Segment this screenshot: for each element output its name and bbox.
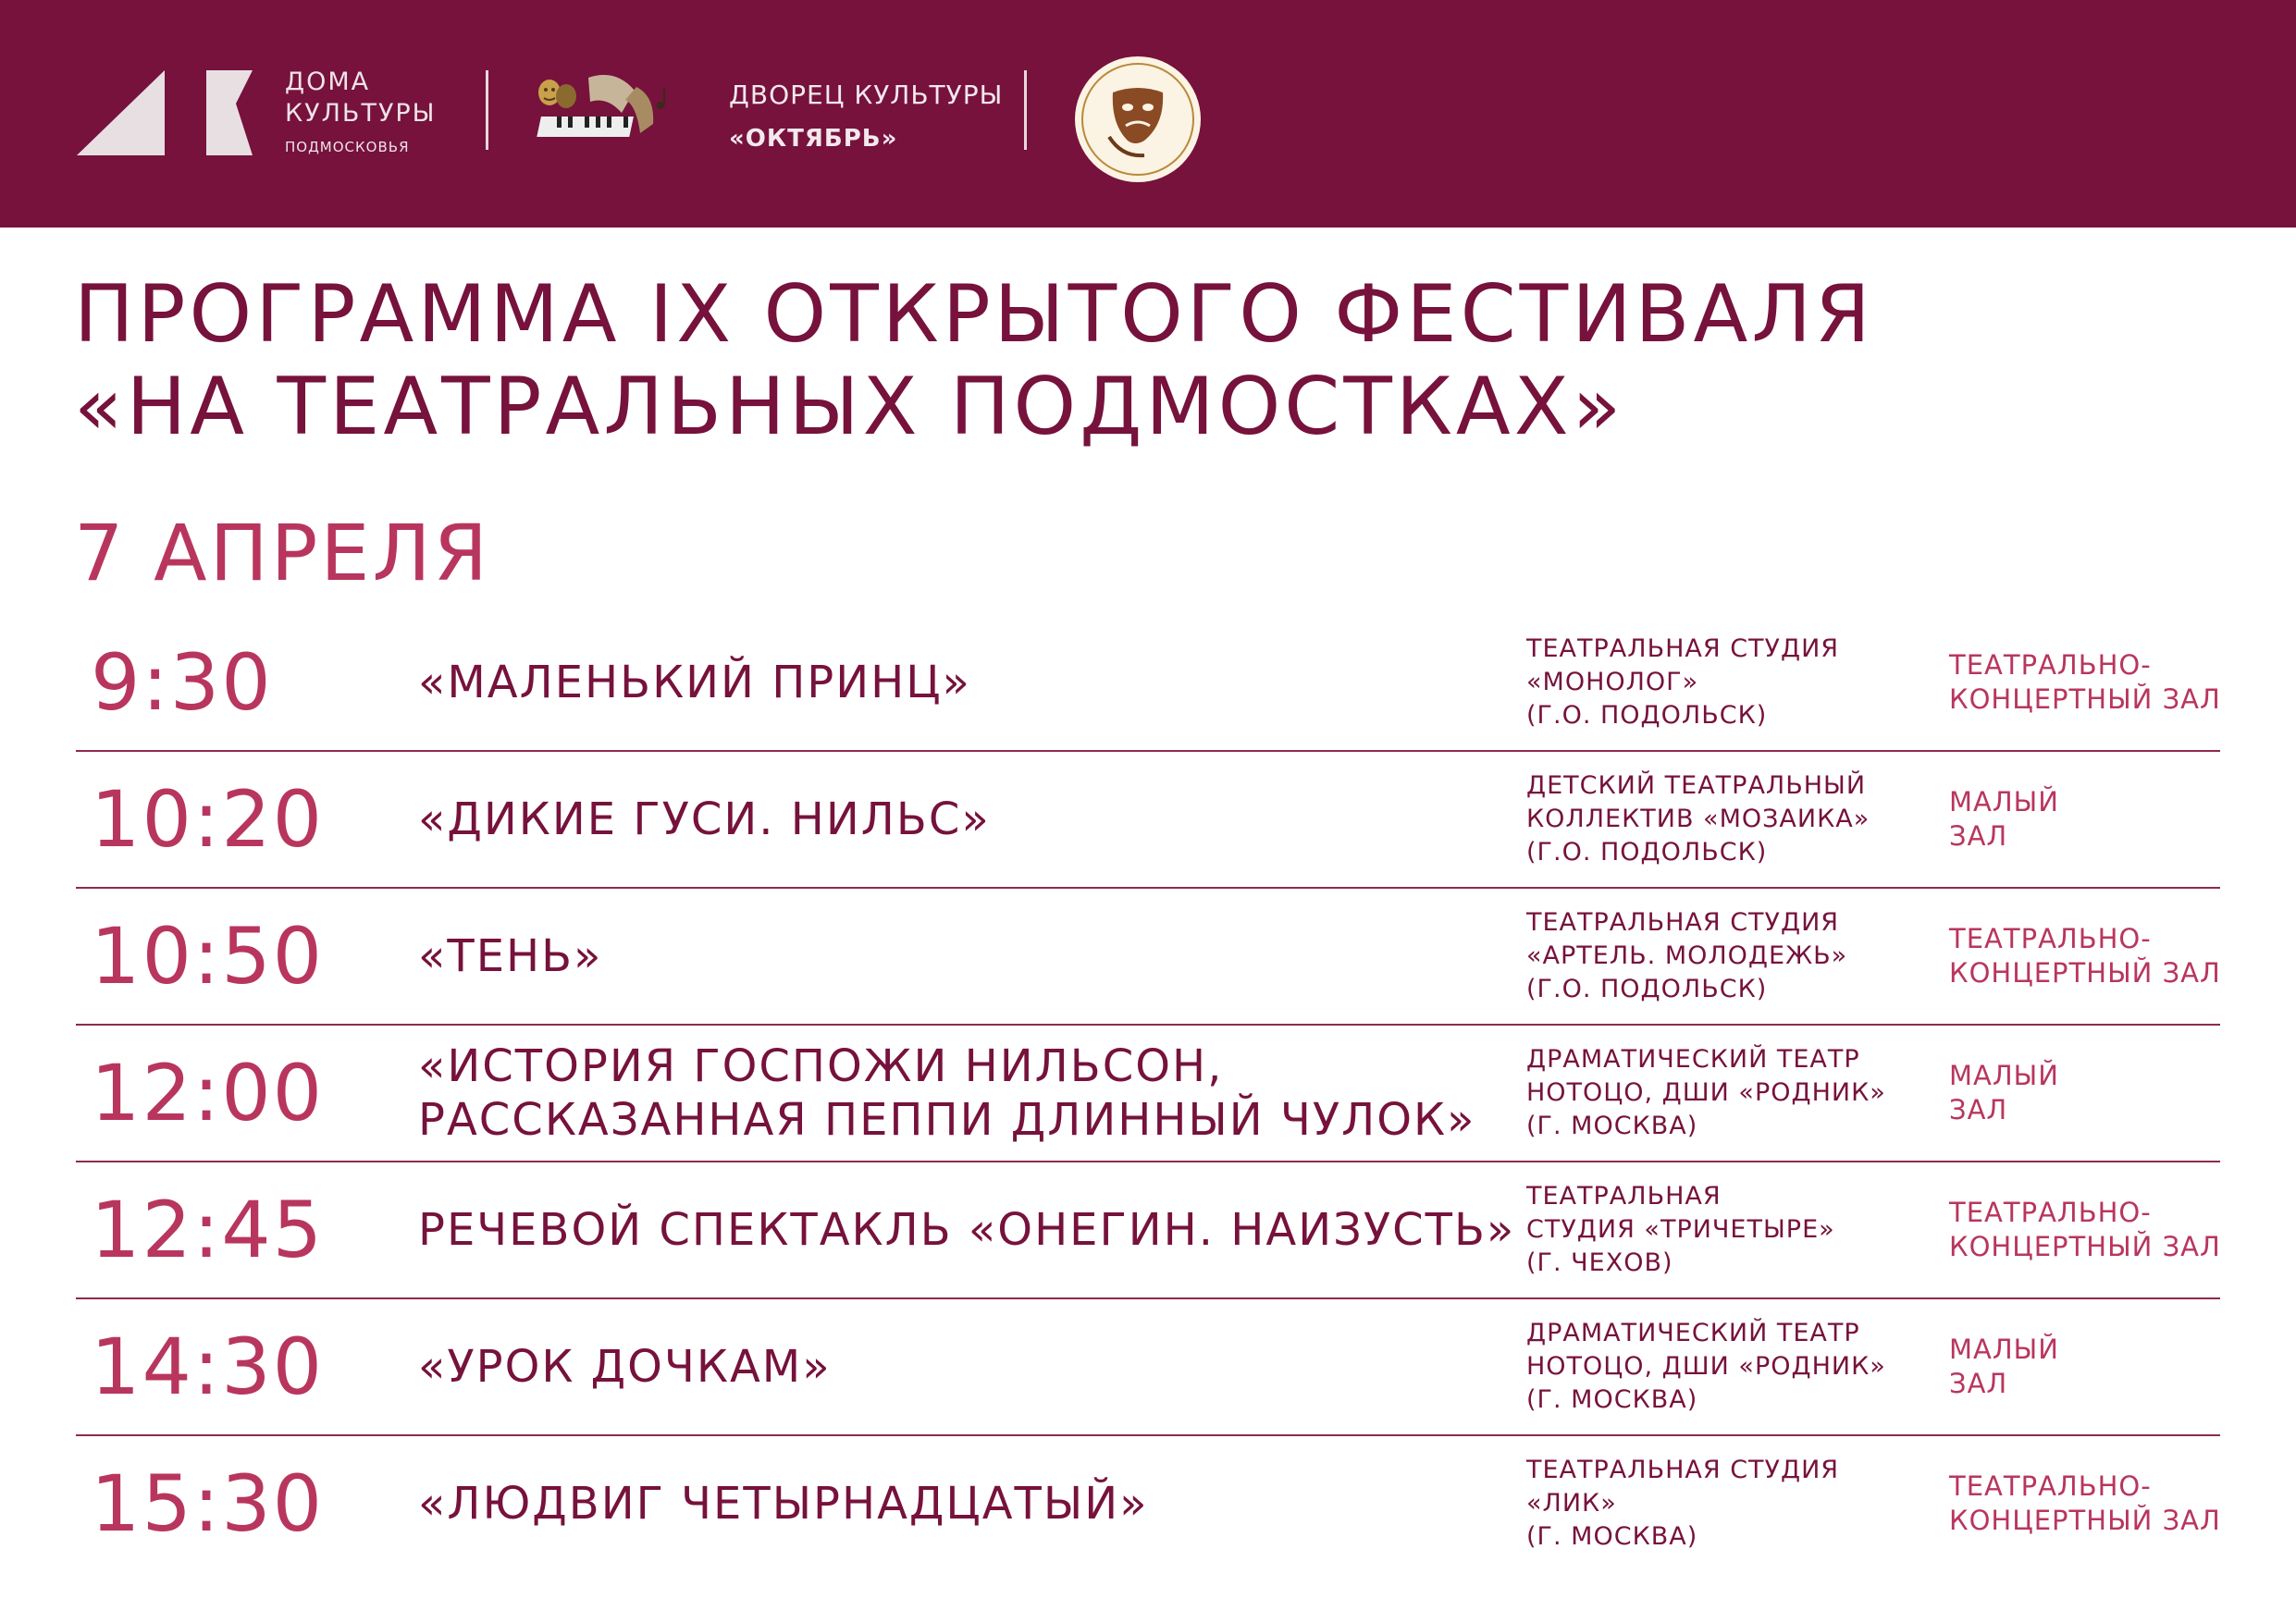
schedule-time: 9:30: [91, 637, 273, 728]
troupe-info-line: ТЕАТРАЛЬНАЯ: [1526, 1182, 1722, 1211]
page-title-line2: «НА ТЕАТРАЛЬНЫХ ПОДМОСТКАХ»: [74, 361, 1625, 453]
troupe-info-line: ТЕАТРАЛЬНАЯ СТУДИЯ: [1526, 1456, 1840, 1484]
hall-name: [1949, 648, 2221, 717]
performance-title: [418, 1477, 1528, 1531]
troupe-info: [1526, 1454, 1961, 1554]
schedule-time: 15:30: [91, 1458, 325, 1549]
troupe-info-line: ДЕТСКИЙ ТЕАТРАЛЬНЫЙ: [1526, 771, 1867, 800]
troupe-info: [1526, 1180, 1961, 1280]
hall-name: [1949, 922, 2221, 990]
troupe-info-line: ДРАМАТИЧЕСКИЙ ТЕАТР: [1526, 1045, 1860, 1074]
performance-title-line: «ИСТОРИЯ ГОСПОЖИ НИЛЬСОН,: [418, 1040, 1224, 1092]
performance-title-line: «УРОК ДОЧКАМ»: [418, 1341, 832, 1393]
schedule-time: 12:00: [91, 1048, 325, 1138]
hall-name: [1949, 785, 2217, 854]
schedule-time: 14:30: [91, 1322, 325, 1412]
troupe-info-line: (Г. МОСКВА): [1526, 1385, 1698, 1414]
troupe-info: [1526, 633, 1961, 732]
troupe-info-line: (Г.О. ПОДОЛЬСК): [1526, 838, 1768, 867]
schedule-row: [76, 889, 2220, 1026]
schedule-time: 12:45: [91, 1185, 325, 1275]
hall-name: [1949, 1333, 2217, 1401]
hall-name-line: ЗАЛ: [1949, 1368, 2008, 1399]
performance-title-line: «ТЕНЬ»: [418, 930, 603, 982]
logo-text-line2: КУЛЬТУРЫ: [285, 99, 437, 128]
hall-name-line: МАЛЫЙ: [1949, 786, 2059, 818]
troupe-info-line: (Г. МОСКВА): [1526, 1112, 1698, 1140]
hall-name-line: КОНЦЕРТНЫЙ ЗАЛ: [1949, 957, 2221, 989]
hall-name-line: КОНЦЕРТНЫЙ ЗАЛ: [1949, 683, 2221, 715]
schedule-time: 10:20: [91, 774, 325, 865]
event-date: 7 АПРЕЛЯ: [74, 508, 491, 598]
performance-title: [418, 1203, 1528, 1257]
schedule-row: [76, 1299, 2220, 1436]
logo-text-line1: ДОМА: [285, 68, 371, 96]
hall-name: [1949, 1059, 2217, 1127]
performance-title-line: РЕЧЕВОЙ СПЕКТАКЛЬ «ОНЕГИН. НАИЗУСТЬ»: [418, 1204, 1516, 1256]
venue-name-line2: «ОКТЯБРЬ»: [729, 125, 898, 153]
theatre-piano-emblem-icon: [533, 68, 673, 152]
venue-name-line1: ДВОРЕЦ КУЛЬТУРЫ: [729, 80, 1004, 110]
header-divider: [486, 70, 488, 150]
performance-title-line: РАССКАЗАННАЯ ПЕППИ ДЛИННЫЙ ЧУЛОК»: [418, 1094, 1476, 1146]
doma-kultury-logo-text: [285, 67, 437, 155]
hall-name-line: ТЕАТРАЛЬНО-: [1949, 1197, 2152, 1228]
hall-name-line: ТЕАТРАЛЬНО-: [1949, 1470, 2152, 1502]
schedule-row: [76, 615, 2220, 752]
troupe-info-line: КОЛЛЕКТИВ «МОЗАИКА»: [1526, 805, 1870, 833]
hall-name-line: КОНЦЕРТНЫЙ ЗАЛ: [1949, 1231, 2221, 1262]
hall-name-line: КОНЦЕРТНЫЙ ЗАЛ: [1949, 1505, 2221, 1536]
troupe-info-line: (Г.О. ПОДОЛЬСК): [1526, 975, 1768, 1003]
schedule-row: [76, 752, 2220, 889]
troupe-info-line: (Г. МОСКВА): [1526, 1522, 1698, 1551]
troupe-info-line: ТЕАТРАЛЬНАЯ СТУДИЯ: [1526, 634, 1840, 663]
festival-seal-icon: [1074, 55, 1202, 183]
page-title: [74, 268, 1874, 453]
schedule-row: [76, 1162, 2220, 1299]
performance-title: [418, 1340, 1528, 1394]
schedule-row: [76, 1436, 2220, 1571]
hall-name-line: ТЕАТРАЛЬНО-: [1949, 923, 2152, 954]
performance-title: [418, 656, 1528, 709]
troupe-info: [1526, 1043, 1961, 1143]
schedule-time: 10:50: [91, 911, 325, 1002]
hall-name: [1949, 1196, 2221, 1264]
performance-title-line: «ЛЮДВИГ ЧЕТЫРНАДЦАТЫЙ»: [418, 1478, 1149, 1530]
troupe-info-line: НОТОЦО, ДШИ «РОДНИК»: [1526, 1352, 1886, 1381]
troupe-info: [1526, 769, 1961, 869]
troupe-info: [1526, 906, 1961, 1006]
hall-name-line: ЗАЛ: [1949, 820, 2008, 852]
troupe-info-line: «АРТЕЛЬ. МОЛОДЕЖЬ»: [1526, 941, 1848, 970]
troupe-info-line: ДРАМАТИЧЕСКИЙ ТЕАТР: [1526, 1319, 1860, 1347]
troupe-info-line: НОТОЦО, ДШИ «РОДНИК»: [1526, 1078, 1886, 1107]
hall-name-line: ТЕАТРАЛЬНО-: [1949, 649, 2152, 681]
troupe-info-line: «МОНОЛОГ»: [1526, 668, 1699, 696]
hall-name-line: МАЛЫЙ: [1949, 1060, 2059, 1091]
troupe-info-line: (Г. ЧЕХОВ): [1526, 1248, 1673, 1277]
page-title-line1: ПРОГРАММА IX ОТКРЫТОГО ФЕСТИВАЛЯ: [74, 268, 1874, 361]
schedule-table: [76, 615, 2220, 1571]
logo-text-line3: ПОДМОСКОВЬЯ: [285, 139, 410, 155]
performance-title-line: «ДИКИЕ ГУСИ. НИЛЬС»: [418, 793, 991, 845]
performance-title: [418, 929, 1528, 983]
performance-title-line: «МАЛЕНЬКИЙ ПРИНЦ»: [418, 657, 971, 708]
troupe-info-line: (Г.О. ПОДОЛЬСК): [1526, 701, 1768, 730]
hall-name-line: МАЛЫЙ: [1949, 1334, 2059, 1365]
header-divider: [1024, 70, 1027, 150]
troupe-info-line: ТЕАТРАЛЬНАЯ СТУДИЯ: [1526, 908, 1840, 937]
header-banner: [0, 0, 2296, 227]
hall-name-line: ЗАЛ: [1949, 1094, 2008, 1125]
hall-name: [1949, 1469, 2221, 1538]
troupe-info-line: СТУДИЯ «ТРИЧЕТЫРЕ»: [1526, 1215, 1835, 1244]
schedule-row: [76, 1026, 2220, 1162]
performance-title: [418, 1039, 1528, 1147]
venue-name: [729, 80, 1003, 153]
performance-title: [418, 793, 1528, 846]
troupe-info-line: «ЛИК»: [1526, 1489, 1617, 1518]
troupe-info: [1526, 1317, 1961, 1417]
